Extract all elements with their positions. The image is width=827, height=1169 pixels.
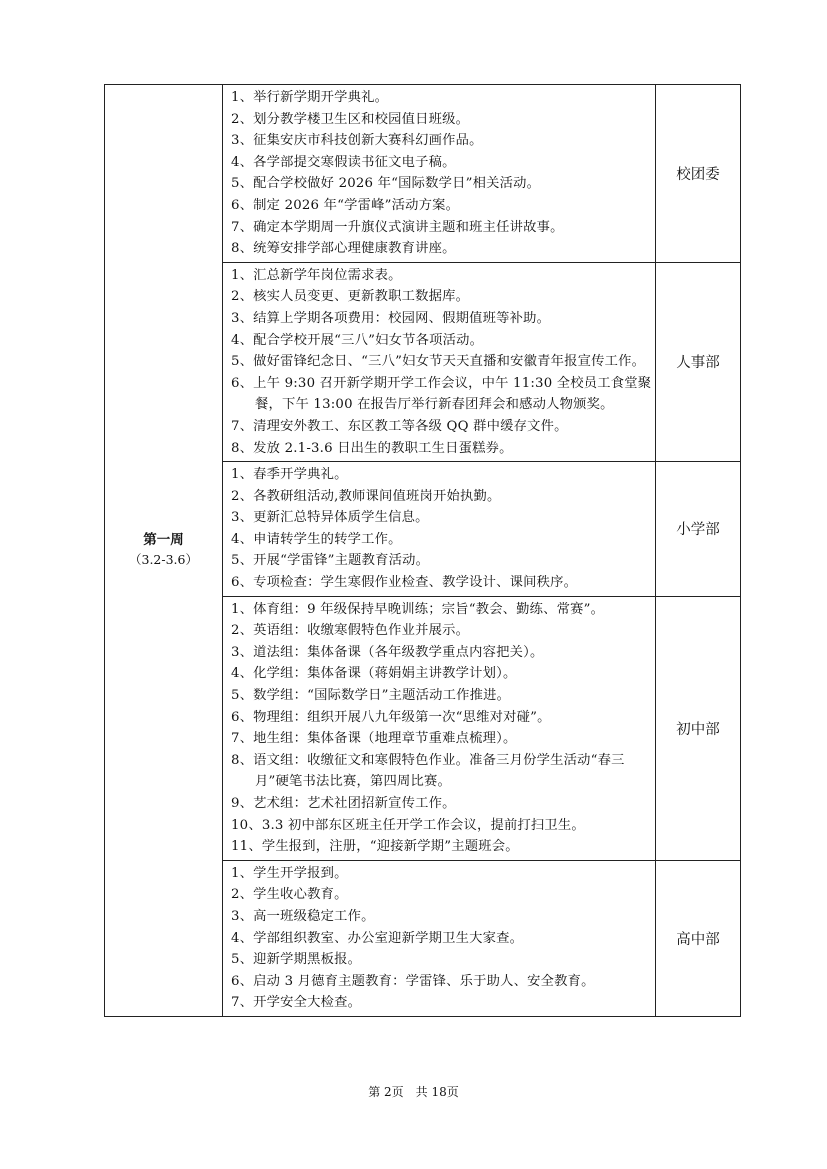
weekly-schedule-table [104, 84, 741, 1017]
dept-cell: 高中部 [656, 860, 741, 1016]
list-item: 6、启动 3 月德育主题教育：学雷锋、乐于助人、安全教育。 [231, 973, 595, 989]
week-cell [105, 85, 223, 1017]
list-item: 10、3.3 初中部东区班主任开学工作会议，提前打扫卫生。 [231, 817, 585, 833]
list-item: 5、配合学校做好 2026 年“国际数学日”相关活动。 [231, 176, 541, 192]
list-item: 1、汇总新学年岗位需求表。 [231, 267, 402, 283]
items-cell [223, 860, 656, 1016]
list-item: 2、英语组：收缴寒假特色作业并展示。 [231, 623, 470, 639]
page-footer: 第 2页 共 18页 [368, 1085, 459, 1099]
list-item: 3、结算上学期各项费用：校园网、假期值班等补助。 [231, 310, 551, 326]
item-list [223, 462, 655, 596]
item-list [223, 85, 655, 262]
list-item: 4、化学组：集体备课（蒋娟娟主讲教学计划）。 [231, 666, 517, 682]
list-item: 6、上午 9:30 召开新学期开学工作会议，中午 11:30 全校员工食堂聚餐，下午 13:00 在报告厅举行新春团拜会和感动人物颁奖。 [231, 375, 652, 413]
list-item: 4、配合学校开展“三八”妇女节各项活动。 [231, 332, 484, 348]
items-cell [223, 462, 656, 597]
list-item: 6、专项检查：学生寒假作业检查、教学设计、课间秩序。 [231, 575, 578, 591]
list-item: 1、春季开学典礼。 [231, 467, 348, 483]
list-item: 4、各学部提交寒假读书征文电子稿。 [231, 154, 456, 170]
list-item: 2、各教研组活动,教师课间值班岗开始执勤。 [231, 488, 501, 504]
list-item: 4、申请转学生的转学工作。 [231, 531, 402, 547]
items-cell [223, 85, 656, 263]
list-item: 2、划分教学楼卫生区和校园值日班级。 [231, 111, 470, 127]
schedule-body [105, 85, 741, 1017]
list-item: 3、征集安庆市科技创新大赛科幻画作品。 [231, 133, 483, 149]
list-item: 6、制定 2026 年“学雷峰”活动方案。 [231, 197, 460, 213]
list-item: 5、数学组：“国际数学日”主题活动工作推进。 [231, 688, 511, 704]
item-list [223, 861, 655, 1016]
list-item: 7、确定本学期周一升旗仪式演讲主题和班主任讲故事。 [231, 219, 564, 235]
week-range: （3.2-3.6） [129, 552, 198, 568]
list-item: 5、做好雷锋纪念日、“三八”妇女节天天直播和安徽青年报宣传工作。 [231, 354, 646, 370]
list-item: 3、道法组：集体备课（各年级教学重点内容把关）。 [231, 644, 544, 660]
item-list [223, 597, 655, 860]
list-item: 8、统筹安排学部心理健康教育讲座。 [231, 241, 456, 257]
items-cell [223, 596, 656, 860]
items-cell [223, 262, 656, 461]
list-item: 5、迎新学期黑板报。 [231, 952, 362, 968]
list-item: 9、艺术组：艺术社团招新宣传工作。 [231, 796, 456, 811]
week-label: 第一周 [143, 532, 184, 549]
section-row [105, 85, 741, 263]
list-item: 6、物理组：组织开展八九年级第一次“思维对对碰”。 [231, 709, 551, 725]
list-item: 1、举行新学期开学典礼。 [231, 90, 389, 105]
dept-cell: 校团委 [656, 85, 741, 263]
list-item: 3、更新汇总特异体质学生信息。 [231, 510, 429, 526]
dept-cell: 小学部 [656, 462, 741, 597]
list-item: 2、核实人员变更、更新教职工数据库。 [231, 289, 470, 305]
item-list [223, 263, 655, 461]
list-item: 7、地生组：集体备课（地理章节重难点梳理）。 [231, 731, 517, 747]
list-item: 7、清理安外教工、东区教工等各级 QQ 群中缓存文件。 [231, 418, 568, 434]
list-item: 8、语文组：收缴征文和寒假特色作业。准备三月份学生活动“春三月”硬笔书法比赛，第四周比赛。 [231, 752, 625, 790]
list-item: 8、发放 2.1-3.6 日出生的教职工生日蛋糕券。 [231, 440, 513, 456]
list-item: 4、学部组织教室、办公室迎新学期卫生大家查。 [231, 930, 524, 946]
list-item: 11、学生报到，注册，“迎接新学期”主题班会。 [231, 839, 519, 855]
list-item: 3、高一班级稳定工作。 [231, 908, 375, 924]
list-item: 5、开展“学雷锋”主题教育活动。 [231, 553, 430, 569]
list-item: 1、学生开学报到。 [231, 865, 348, 881]
list-item: 1、体育组：9 年级保持早晚训练；宗旨“教会、勤练、常赛”。 [231, 601, 605, 617]
dept-cell: 人事部 [656, 262, 741, 461]
dept-cell: 初中部 [656, 596, 741, 860]
list-item: 2、学生收心教育。 [231, 887, 348, 903]
list-item: 7、开学安全大检查。 [231, 995, 362, 1011]
